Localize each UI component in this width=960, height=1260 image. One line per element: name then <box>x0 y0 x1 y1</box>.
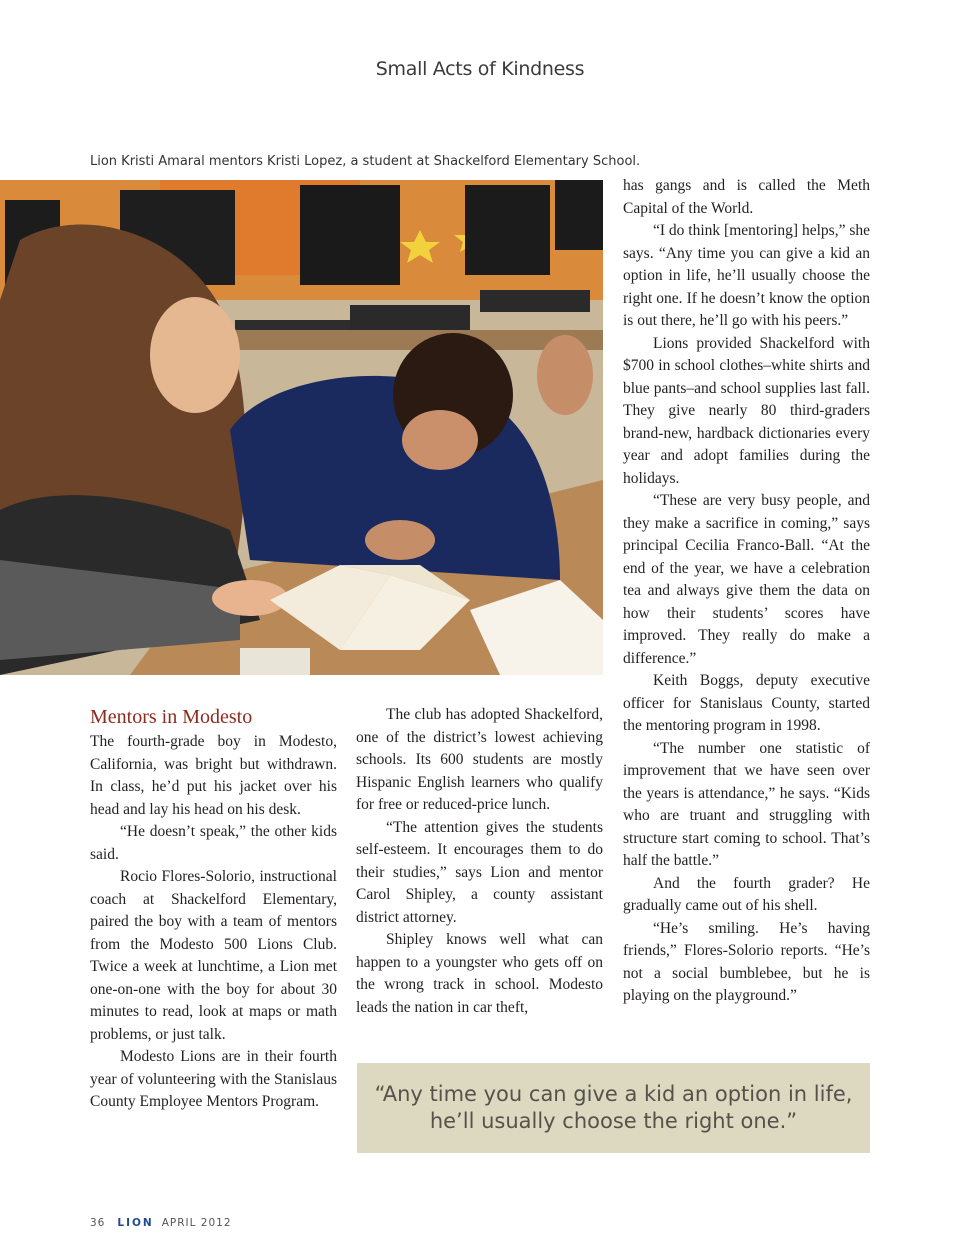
paragraph: The club has adopted Shackelford, one of the district’s lowest achieving schools. Its 600 students are mostly Hispanic English learners who qualify for free or reduced-price lunch. <box>356 706 603 813</box>
pull-quote-line-2: he’ll usually choose the right one.” <box>429 1109 798 1133</box>
article-column-2 <box>356 704 603 1019</box>
paragraph: And the fourth grader? He gradually came out of his shell. <box>623 874 870 914</box>
article-photo <box>0 180 603 675</box>
section-title: Small Acts of Kindness <box>375 58 585 80</box>
paragraph: “The number one statistic of improvement that we have seen over the years is attendance,” he says. “Kids who are truant and struggling with structure start coming to school. That’s half the battle.” <box>623 739 870 869</box>
paragraph: Keith Boggs, deputy executive officer for Stanislaus County, started the mentoring program in 1998. <box>623 672 870 734</box>
pull-quote <box>357 1063 870 1153</box>
paragraph: The fourth-grade boy in Modesto, California, was bright but withdrawn. In class, he’d put his jacket over his head and lay his head on his desk. <box>90 733 337 818</box>
paragraph: “He doesn’t speak,” the other kids said. <box>90 823 337 863</box>
paragraph: Rocio Flores-Solorio, instructional coach at Shackelford Elementary, paired the boy with a team of mentors from the Modesto 500 Lions Club. Twice a week at lunchtime, a Lion met one-on-one with the boy for about 30 minutes to read, look at maps or math problems, or just talk. <box>90 868 337 1043</box>
page-number: 36 <box>90 1217 106 1229</box>
paragraph: Modesto Lions are in their fourth year of volunteering with the Stanislaus County Employee Mentors Program. <box>90 1048 337 1110</box>
page-footer <box>90 1217 232 1229</box>
paragraph: Shipley knows well what can happen to a youngster who gets off on the wrong track in school. Modesto leads the nation in car theft, <box>356 931 603 1016</box>
magazine-name: LION <box>117 1217 154 1229</box>
pull-quote-line-1: “Any time you can give a kid an option in life, <box>374 1082 853 1106</box>
paragraph: “He’s smiling. He’s having friends,” Flores-Solorio reports. “He’s not a social bumblebee, but he is playing on the playground.” <box>623 919 870 1004</box>
paragraph-continued: has gangs and is called the Meth Capital of the World. <box>623 177 870 217</box>
paragraph: Lions provided Shackelford with $700 in school clothes–white shirts and blue pants–and school supplies last fall. They give nearly 80 third-graders brand-new, hardback dictionaries every year and adopt families during the holidays. <box>623 334 870 487</box>
paragraph: “The attention gives the students self-esteem. It encourages them to do their studies,” says Lion and mentor Carol Shipley, a county assistant district attorney. <box>356 818 603 926</box>
paragraph: “I do think [mentoring] helps,” she says. “Any time you can give a kid an option in life, he’ll usually choose the right one. If he doesn’t know the option is out there, he’ll go with his peers.” <box>623 222 870 329</box>
article-column-1 <box>90 704 337 1114</box>
photo-caption: Lion Kristi Amaral mentors Kristi Lopez, a student at Shackelford Elementary School. <box>90 154 641 169</box>
article-column-3 <box>623 175 870 1008</box>
issue-date: APRIL 2012 <box>161 1217 232 1229</box>
article-subhead: Mentors in Modesto <box>90 706 253 728</box>
paragraph: “These are very busy people, and they make a sacrifice in coming,” says principal Cecilia Franco-Ball. “At the end of the year, we have a celebration tea and always give them the data on how their students’ scores have improved. They really do make a difference.” <box>623 492 870 667</box>
